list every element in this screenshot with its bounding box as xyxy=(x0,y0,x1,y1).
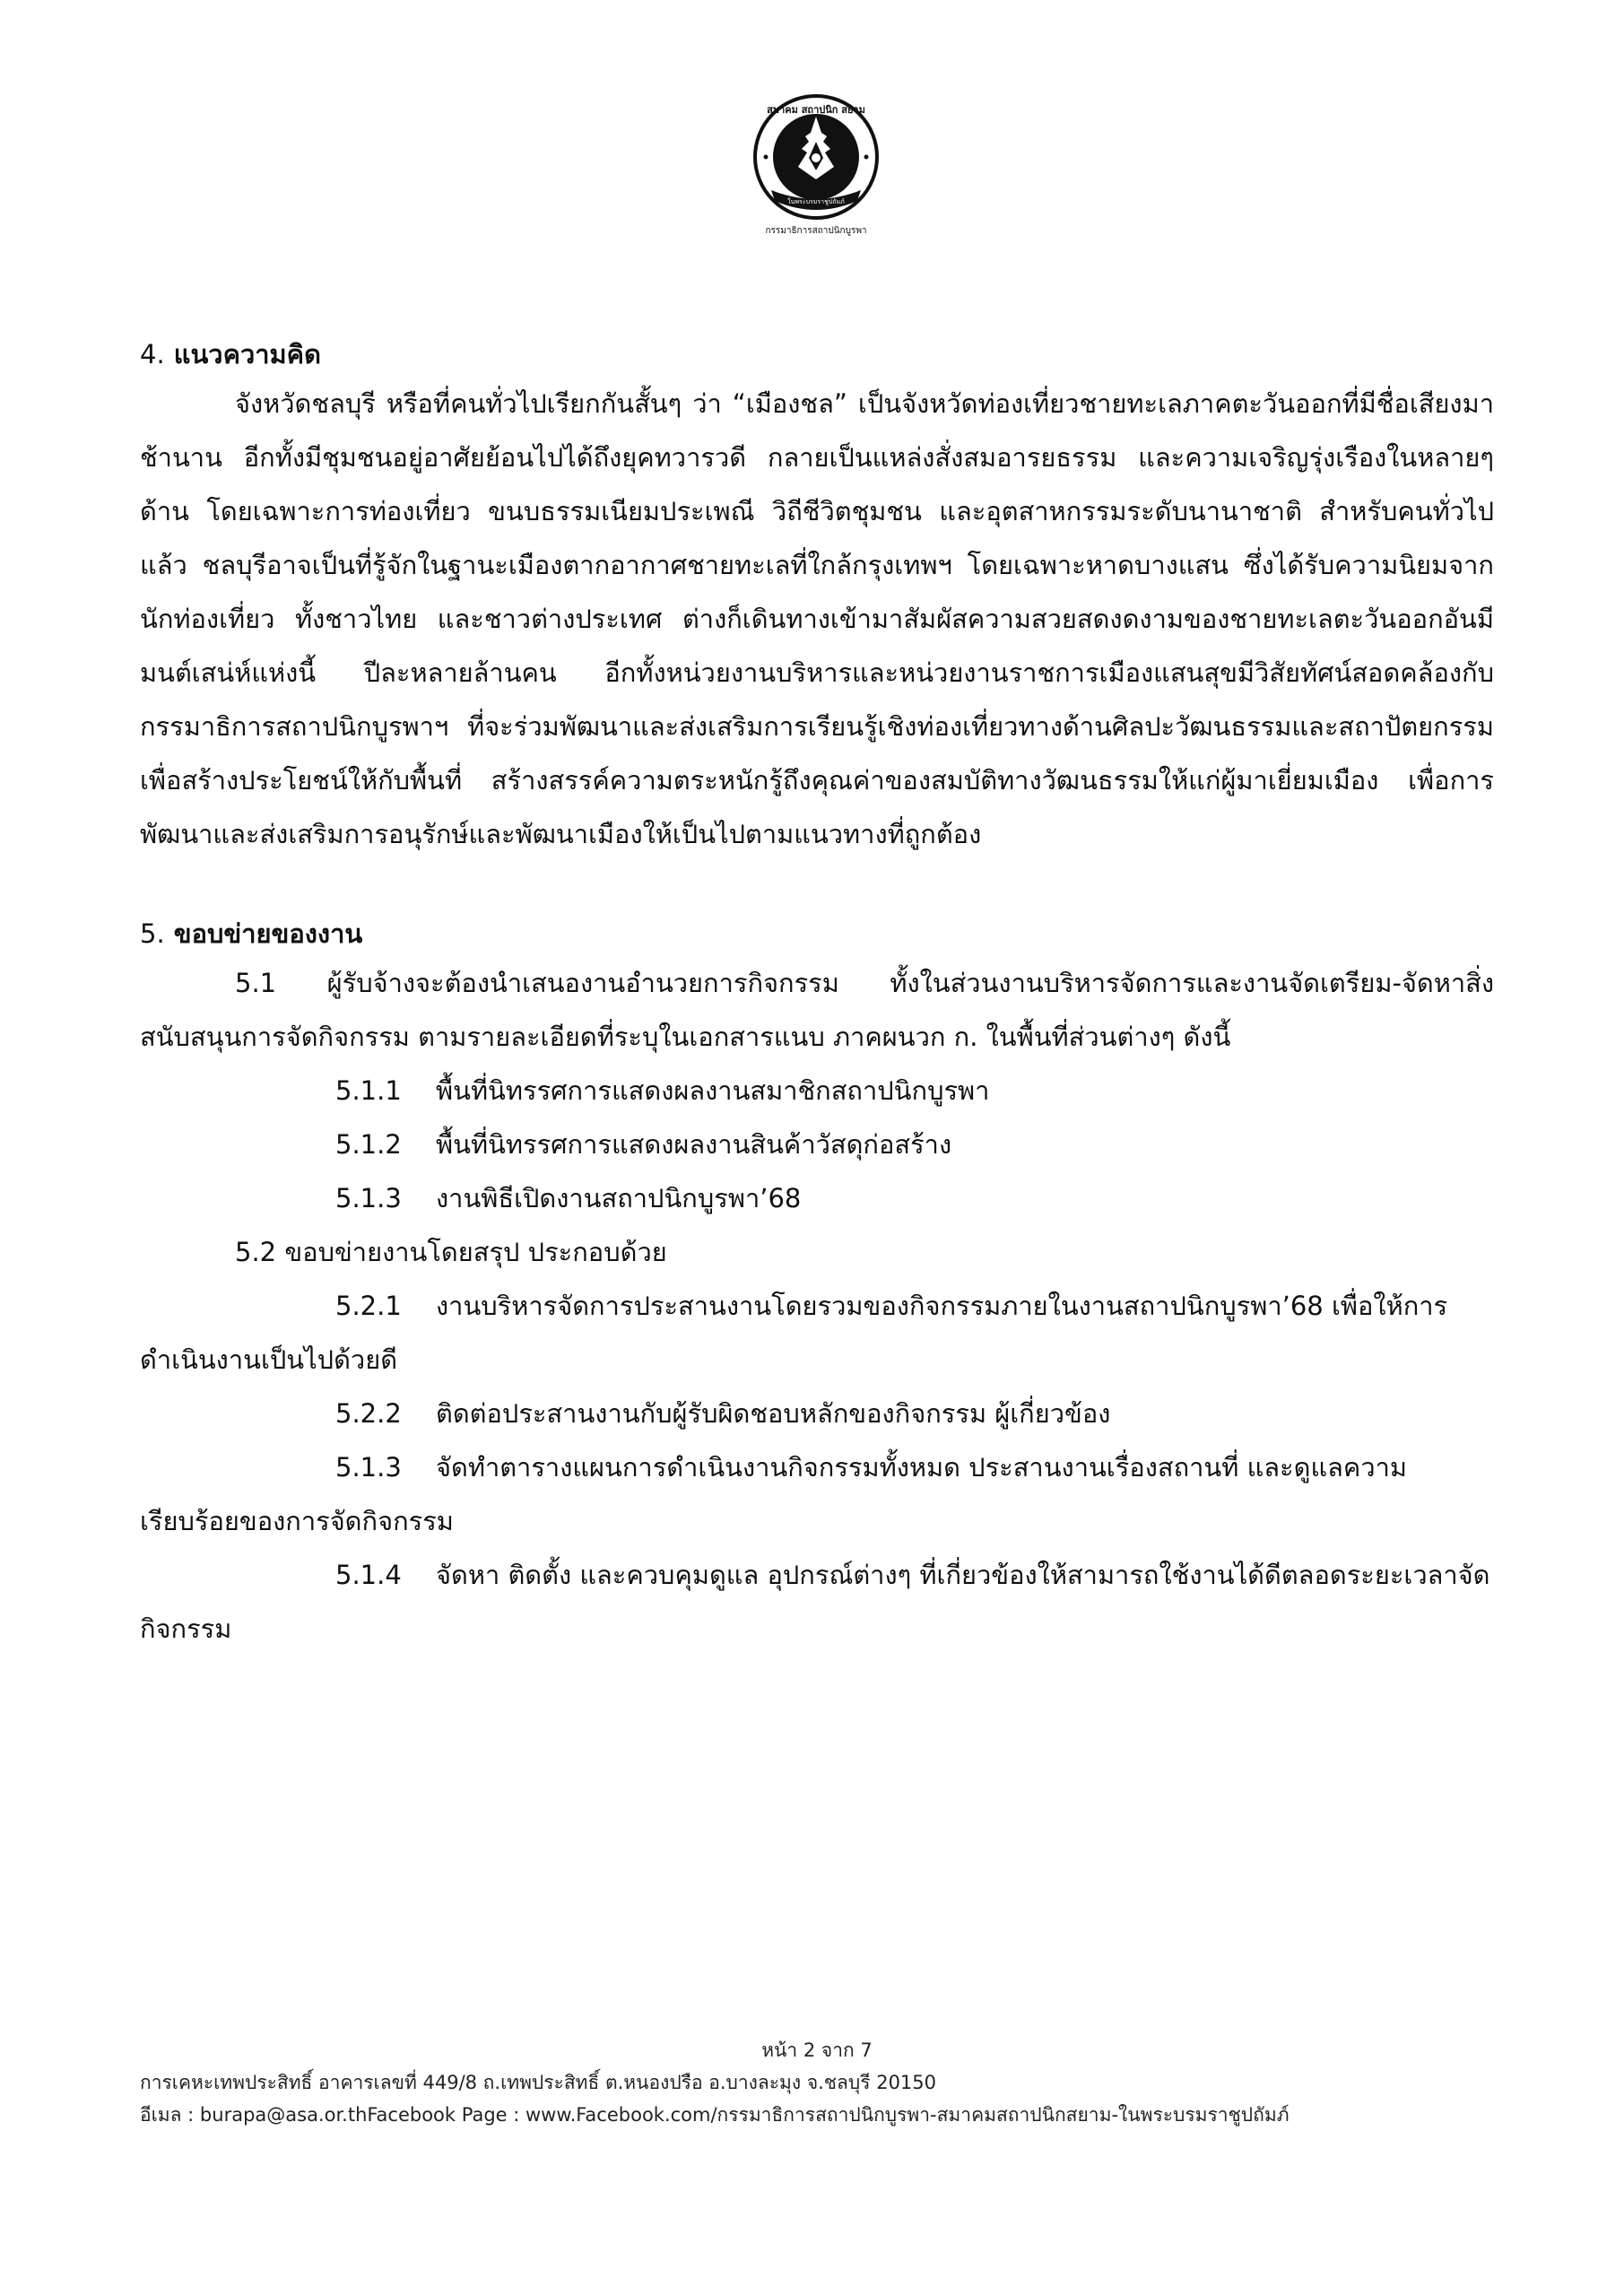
list-item xyxy=(140,1118,1494,1171)
item-code: 5.1.2 xyxy=(335,1129,402,1160)
item-code: 5.1.3 xyxy=(335,1452,402,1483)
footer-address: การเคหะเทพประสิทธิ์ อาคารเลขที่ 449/8 ถ.เทพประสิทธิ์ ต.หนองปรือ อ.บางละมุง จ.ชลบุรี 20150 xyxy=(140,2072,937,2093)
item-text: จัดทำตารางแผนการดำเนินงานกิจกรรมทั้งหมด ประสานงานเรื่องสถานที่ และดูแลความเรียบร้อยของการจัดกิจกรรม xyxy=(140,1452,1407,1536)
logo-text-top: สมาคม สถาปนิก สยาม xyxy=(767,104,865,116)
item-code: 5.2.1 xyxy=(335,1291,402,1321)
list-item xyxy=(140,1064,1494,1118)
section-4-heading xyxy=(140,332,1494,377)
item-code: 5.2.2 xyxy=(335,1398,402,1429)
item-text: ติดต่อประสานงานกับผู้รับผิดชอบหลักของกิจกรรม ผู้เกี่ยวข้อง xyxy=(436,1398,1111,1429)
item-text: งานบริหารจัดการประสานงานโดยรวมของกิจกรรมภายในงานสถาปนิกบูรพา’68 เพื่อให้การดำเนินงานเป็นไปด้วยดี xyxy=(140,1291,1448,1375)
section-5-1-paragraph: 5.1 ผู้รับจ้างจะต้องนำเสนองานอำนวยการกิจกรรม ทั้งในส่วนงานบริหารจัดการและงานจัดเตรียม-จัดหาสิ่งสนับสนุนการจัดกิจกรรม ตามรายละเอียดที่ระบุในเอกสารแนบ ภาคผนวก ก. ในพื้นที่ส่วนต่างๆ ดังนี้ xyxy=(140,968,1494,1052)
section-4-title: แนวความคิด xyxy=(173,339,321,370)
item-text: จัดหา ติดตั้ง และควบคุมดูแล อุปกรณ์ต่างๆ ที่เกี่ยวข้องให้สามารถใช้งานได้ดีตลอดระยะเวลาจัดกิจกรรม xyxy=(140,1560,1490,1644)
list-item xyxy=(140,1387,1494,1440)
logo-text-bottom: กรรมาธิการสถาปนิกบูรพา xyxy=(765,226,867,236)
section-5-heading xyxy=(140,911,1494,956)
item-text: งานพิธีเปิดงานสถาปนิกบูรพา’68 xyxy=(436,1183,802,1213)
document-body xyxy=(140,332,1494,1656)
list-item xyxy=(140,1171,1494,1225)
footer-contact: อีเมล : burapa@asa.or.thFacebook Page : www.Facebook.com/กรรมาธิการสถาปนิกบูรพา-สมาคมสถาปนิกสยาม-ในพระบรมราชูปถัมภ์ xyxy=(140,2104,1290,2126)
list-item xyxy=(140,1279,1494,1387)
logo xyxy=(744,90,888,251)
section-4-number: 4. xyxy=(140,339,165,370)
item-code: 5.1.3 xyxy=(335,1183,402,1213)
logo-text-ribbon: ในพระบรมราชูปถัมภ์ xyxy=(787,198,845,205)
section-5-number: 5. xyxy=(140,918,165,949)
item-text: พื้นที่นิทรรศการแสดงผลงานสินค้าวัสดุก่อสร้าง xyxy=(436,1129,952,1160)
section-spacer xyxy=(140,861,1494,911)
list-item xyxy=(140,1548,1494,1656)
section-5-title: ขอบข่ายของงาน xyxy=(173,918,363,949)
item-code: 5.1.4 xyxy=(335,1560,402,1590)
association-seal-icon xyxy=(744,90,888,251)
section-4-body: จังหวัดชลบุรี หรือที่คนทั่วไปเรียกกันสั้นๆ ว่า “เมืองชล” เป็นจังหวัดท่องเที่ยวชายทะเลภาคตะวันออกที่มีชื่อเสียงมาช้านาน อีกทั้งมีชุมชนอยู่อาศัยย้อนไปได้ถึงยุคทวารวดี กลายเป็นแหล่งสั่งสมอารยธรรม และความเจริญรุ่งเรืองในหลายๆ ด้าน โดยเฉพาะการท่องเที่ยว ขนบธรรมเนียมประเพณี วิถีชีวิตชุมชน และอุตสาหกรรมระดับนานาชาติ สำหรับคนทั่วไปแล้ว ชลบุรีอาจเป็นที่รู้จักในฐานะเมืองตากอากาศชายทะเลที่ใกล้กรุงเทพฯ โดยเฉพาะหาดบางแสน ซึ่งได้รับความนิยมจากนักท่องเที่ยว ทั้งชาวไทย และชาวต่างประเทศ ต่างก็เดินทางเข้ามาสัมผัสความสวยสดงดงามของชายทะเลตะวันออกอันมีมนต์เสน่ห์แห่งนี้ ปีละหลายล้านคน อีกทั้งหน่วยงานบริหารและหน่วยงานราชการเมืองแสนสุขมีวิสัยทัศน์สอดคล้องกับกรรมาธิการสถาปนิกบูรพาฯ ที่จะร่วมพัฒนาและส่งเสริมการเรียนรู้เชิงท่องเที่ยวทางด้านศิลปะวัฒนธรรมและสถาปัตยกรรม เพื่อสร้างประโยชน์ให้กับพื้นที่ สร้างสรรค์ความตระหนักรู้ถึงคุณค่าของสมบัติทางวัฒนธรรมให้แก่ผู้มาเยี่ยมเมือง เพื่อการพัฒนาและส่งเสริมการอนุรักษ์และพัฒนาเมืองให้เป็นไปตามแนวทางที่ถูกต้อง xyxy=(140,388,1494,849)
page-footer xyxy=(140,2034,1494,2131)
page-number: หน้า 2 จาก 7 xyxy=(761,2039,873,2061)
item-code: 5.1.1 xyxy=(335,1075,402,1106)
list-item xyxy=(140,1440,1494,1548)
section-5-2-paragraph: 5.2 ขอบข่ายงานโดยสรุป ประกอบด้วย xyxy=(235,1237,667,1267)
item-text: พื้นที่นิทรรศการแสดงผลงานสมาชิกสถาปนิกบูรพา xyxy=(436,1075,990,1106)
